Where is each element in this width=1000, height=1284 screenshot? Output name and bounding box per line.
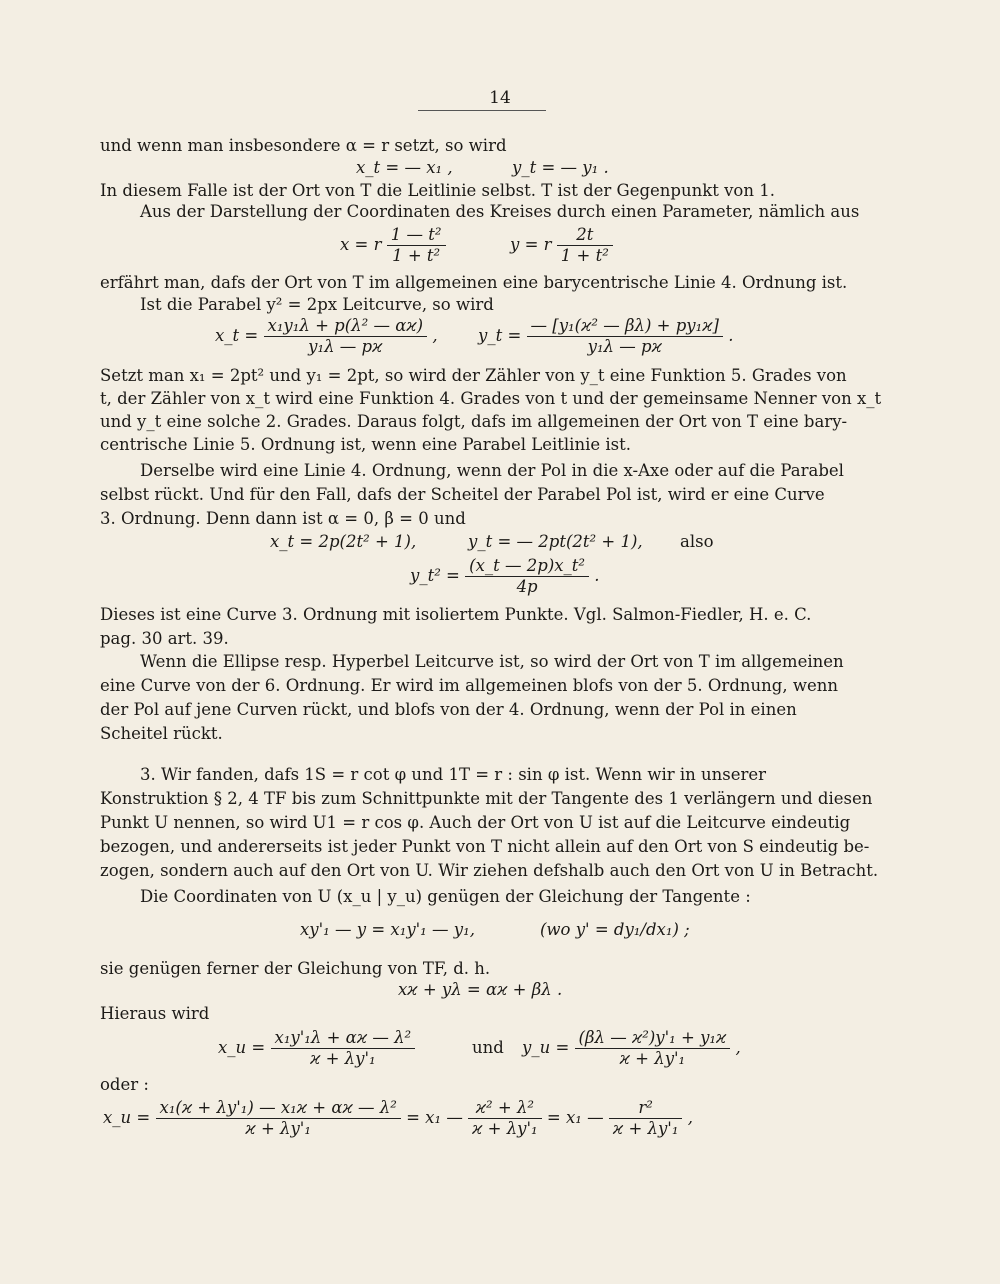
text-line: und y_t eine solche 2. Grades. Daraus folgt, dafs im allgemeinen der Ort von T eine bary-	[100, 412, 848, 431]
numerator: x₁y'₁λ + αϰ — λ²	[271, 1028, 416, 1049]
numerator: 1 — t²	[387, 225, 446, 246]
denominator: y₁λ — pϰ	[587, 337, 662, 356]
equation-derivative-note: (wo y' = dy₁/dx₁) ;	[540, 920, 690, 939]
text-line: Scheitel rückt.	[100, 724, 223, 743]
denominator: 1 + t²	[560, 246, 609, 265]
text-line: pag. 30 art. 39.	[100, 629, 229, 648]
numerator: r²	[609, 1098, 683, 1119]
equation-tangent: xy'₁ — y = x₁y'₁ — y₁,	[300, 920, 475, 939]
text-line: erfährt man, dafs der Ort von T im allgemeinen eine barycentrische Linie 4. Ordnung ist.	[100, 273, 848, 292]
text-line: Hieraus wird	[100, 1004, 210, 1023]
denominator: 1 + t²	[392, 246, 441, 265]
numerator: x₁(ϰ + λy'₁) — x₁ϰ + αϰ — λ²	[156, 1098, 401, 1119]
equation-tf: xϰ + yλ = αϰ + βλ .	[398, 980, 563, 999]
denominator: 4p	[516, 577, 538, 596]
denominator: ϰ + λy'₁	[472, 1119, 538, 1138]
text-line: zogen, sondern auch auf den Ort von U. Wir ziehen defshalb auch den Ort von U in Betracht.	[100, 861, 879, 880]
eq-lhs: x_u =	[103, 1108, 151, 1127]
text-line: eine Curve von der 6. Ordnung. Er wird im allgemeinen blofs von der 5. Ordnung, wenn	[100, 676, 838, 695]
eq-middle: = x₁ —	[546, 1108, 604, 1127]
text-line: Die Coordinaten von U (x_u | y_u) genügen der Gleichung der Tangente :	[140, 887, 751, 906]
text-line: t, der Zähler von x_t wird eine Funktion 4. Grades von t und der gemeinsame Nenner von x_t	[100, 389, 882, 408]
fraction	[156, 1098, 401, 1139]
text-line: Derselbe wird eine Linie 4. Ordnung, wenn der Pol in die x-Axe oder auf die Parabel	[140, 461, 844, 480]
equation-xu	[218, 1028, 415, 1069]
text-line: der Pol auf jene Curven rückt, und blofs von der 4. Ordnung, wenn der Pol in einen	[100, 700, 797, 719]
eq-lhs: x_u =	[218, 1038, 266, 1057]
equation-xt: x_t = $\frac{\text{x₁y₁λ + p(λ² — αϰ)}}{\text{y₁λ — pϰ}}$ ,	[215, 316, 438, 356]
equation-yt-squared: y_t² = $\frac{\text{(x\_t — 2p)x\_t²}}{4p}$ .	[410, 556, 600, 596]
eq-lhs: y_t² =	[410, 566, 460, 585]
eq-lhs: y = r	[510, 235, 552, 254]
denominator: ϰ + λy'₁	[612, 1119, 679, 1138]
eq-lhs: x = r	[340, 235, 382, 254]
text-line: sie genügen ferner der Gleichung von TF, d. h.	[100, 959, 491, 978]
fraction	[264, 316, 428, 357]
equation: y_t = — 2pt(2t² + 1),	[468, 532, 643, 551]
text-line: Punkt U nennen, so wird U1 = r cos φ. Auch der Ort von U ist auf die Leitcurve eindeutig	[100, 813, 851, 832]
text-line: bezogen, und andererseits ist jeder Punkt von T nicht allein auf den Ort von S eindeutig be-	[100, 837, 870, 856]
text-line: Ist die Parabel y² = 2px Leitcurve, so wird	[140, 295, 494, 314]
denominator: ϰ + λy'₁	[310, 1049, 376, 1068]
fraction	[271, 1028, 416, 1069]
fraction	[557, 225, 613, 266]
fraction	[387, 225, 446, 266]
fraction	[468, 1098, 542, 1139]
text-line: und wenn man insbesondere α = r setzt, so wird	[100, 136, 507, 155]
text-line: Dieses ist eine Curve 3. Ordnung mit isoliertem Punkte. Vgl. Salmon-Fiedler, H. e. C.	[100, 605, 812, 624]
fraction	[609, 1098, 683, 1139]
equation-yt: y_t = $\frac{\text{— [y₁(ϰ² — βλ) + py₁ϰ]}}{\text{y₁λ — pϰ}}$ .	[478, 316, 734, 356]
equation-y-parameter	[510, 225, 613, 266]
text-line: selbst rückt. Und für den Fall, dafs der Scheitel der Parabel Pol ist, wird er eine Curve	[100, 485, 825, 504]
denominator: y₁λ — pϰ	[308, 337, 383, 356]
text-line: 3. Wir fanden, dafs 1S = r cot φ und 1T = r : sin φ ist. Wenn wir in unserer	[140, 765, 767, 784]
fraction	[527, 316, 723, 357]
numerator: — [y₁(ϰ² — βλ) + py₁ϰ]	[527, 316, 723, 337]
equation-xu-expanded: x_u = $\frac{\text{x₁(ϰ + λy'₁) — x₁ϰ + αϰ — λ²}}{\text{ϰ + λy'₁}}$ = x₁ — $\frac{\text{ϰ² + λ²}}{\text{ϰ + λy'₁}}$ = x₁ — $\frac{\text{r²}}{\text{ϰ + λy'₁}}$ ,	[103, 1098, 693, 1138]
text-line: Wenn die Ellipse resp. Hyperbel Leitcurve ist, so wird der Ort von T im allgemeinen	[140, 652, 844, 671]
text-line: oder :	[100, 1075, 149, 1094]
equation: y_t = — y₁ .	[512, 158, 609, 177]
equation-yu: y_u = $\frac{\text{(βλ — ϰ²)y'₁ + y₁ϰ}}{\text{ϰ + λy'₁}}$ ,	[522, 1028, 741, 1068]
eq-middle: = x₁ —	[406, 1108, 463, 1127]
eq-lhs: x_t =	[215, 326, 259, 345]
equation-word: und	[472, 1038, 504, 1057]
fraction	[465, 556, 589, 597]
text-line: Konstruktion § 2, 4 TF bis zum Schnittpunkte mit der Tangente des 1 verlängern und diesen	[100, 789, 873, 808]
numerator: x₁y₁λ + p(λ² — αϰ)	[264, 316, 428, 337]
numerator: (βλ — ϰ²)y'₁ + y₁ϰ	[575, 1028, 731, 1049]
text-line: Aus der Darstellung der Coordinaten des Kreises durch einen Parameter, nämlich aus	[140, 202, 860, 221]
eq-lhs: y_t =	[478, 326, 522, 345]
denominator: ϰ + λy'₁	[619, 1049, 686, 1068]
header-rule	[418, 110, 546, 111]
fraction	[575, 1028, 731, 1069]
numerator: ϰ² + λ²	[468, 1098, 542, 1119]
text-line: centrische Linie 5. Ordnung ist, wenn eine Parabel Leitlinie ist.	[100, 435, 631, 454]
denominator: ϰ + λy'₁	[245, 1119, 311, 1138]
equation: x_t = 2p(2t² + 1),	[270, 532, 417, 551]
text-line: 3. Ordnung. Denn dann ist α = 0, β = 0 und	[100, 509, 466, 528]
equation-x-parameter	[340, 225, 446, 266]
equation: x_t = — x₁ ,	[356, 158, 453, 177]
eq-lhs: y_u =	[522, 1038, 570, 1057]
text-line: Setzt man x₁ = 2pt² und y₁ = 2pt, so wird der Zähler von y_t eine Funktion 5. Grades von	[100, 366, 847, 385]
numerator: 2t	[557, 225, 613, 246]
equation-word: also	[680, 532, 714, 551]
page-number: 14	[489, 88, 511, 108]
numerator: (x_t — 2p)x_t²	[465, 556, 589, 577]
text-line: In diesem Falle ist der Ort von T die Leitlinie selbst. T ist der Gegenpunkt von 1.	[100, 181, 775, 200]
